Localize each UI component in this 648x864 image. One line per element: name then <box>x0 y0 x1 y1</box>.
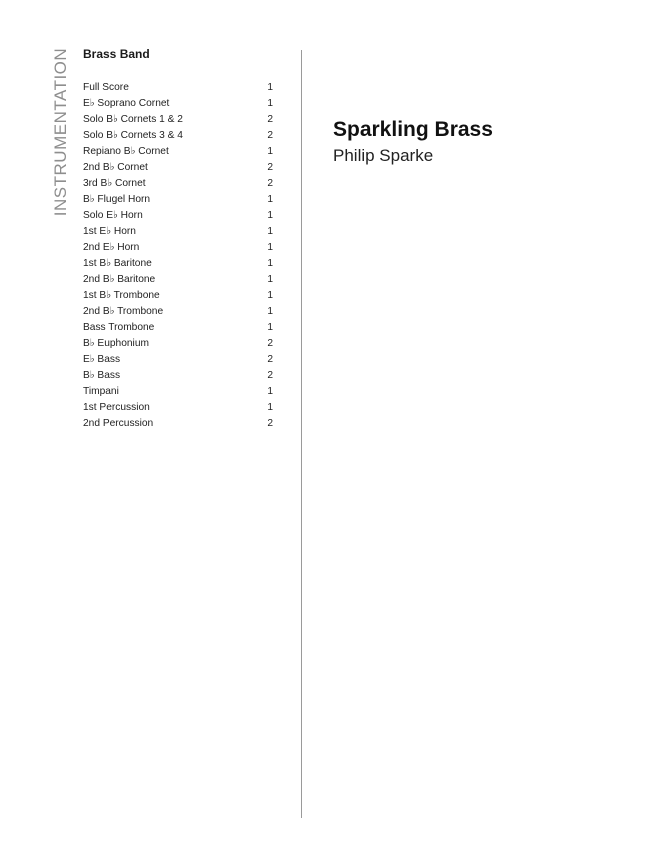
part-name: Solo E♭ Horn <box>83 210 143 221</box>
list-item <box>83 144 278 160</box>
list-item <box>83 400 278 416</box>
part-count: 2 <box>267 162 273 173</box>
part-count: 2 <box>267 354 273 365</box>
part-count: 2 <box>267 114 273 125</box>
part-name: Solo B♭ Cornets 3 & 4 <box>83 130 183 141</box>
list-item <box>83 128 278 144</box>
list-item <box>83 192 278 208</box>
part-name: 2nd B♭ Cornet <box>83 162 148 173</box>
vertical-divider <box>301 50 302 818</box>
part-count: 2 <box>267 418 273 429</box>
part-name: B♭ Euphonium <box>83 338 149 349</box>
part-count: 1 <box>267 210 273 221</box>
part-name: 1st E♭ Horn <box>83 226 136 237</box>
part-name: Timpani <box>83 386 119 397</box>
part-count: 2 <box>267 338 273 349</box>
part-name: Solo B♭ Cornets 1 & 2 <box>83 114 183 125</box>
list-item <box>83 208 278 224</box>
list-item <box>83 384 278 400</box>
part-name: E♭ Bass <box>83 354 121 365</box>
list-item <box>83 256 278 272</box>
part-count: 1 <box>267 386 273 397</box>
part-count: 1 <box>267 274 273 285</box>
part-count: 1 <box>267 82 273 93</box>
composer-name: Philip Sparke <box>333 146 434 165</box>
part-name: E♭ Soprano Cornet <box>83 98 170 109</box>
parts-list <box>83 80 278 432</box>
part-name: Full Score <box>83 82 129 93</box>
list-item <box>83 320 278 336</box>
section-heading: Brass Band <box>83 47 150 61</box>
part-name: B♭ Bass <box>83 370 121 381</box>
list-item <box>83 272 278 288</box>
part-count: 1 <box>267 322 273 333</box>
instrumentation-vertical-label: INSTRUMENTATION <box>51 47 70 217</box>
list-item <box>83 304 278 320</box>
part-count: 2 <box>267 130 273 141</box>
part-count: 1 <box>267 258 273 269</box>
part-name: 1st Percussion <box>83 402 150 413</box>
part-count: 1 <box>267 146 273 157</box>
list-item <box>83 160 278 176</box>
list-item <box>83 240 278 256</box>
list-item <box>83 112 278 128</box>
part-count: 1 <box>267 98 273 109</box>
part-count: 2 <box>267 370 273 381</box>
list-item <box>83 288 278 304</box>
part-name: B♭ Flugel Horn <box>83 194 151 205</box>
part-name: 2nd E♭ Horn <box>83 242 140 253</box>
part-name: Bass Trombone <box>83 322 155 333</box>
part-count: 1 <box>267 226 273 237</box>
part-count: 1 <box>267 290 273 301</box>
list-item <box>83 416 278 432</box>
part-name: 3rd B♭ Cornet <box>83 178 146 189</box>
part-name: Repiano B♭ Cornet <box>83 146 169 157</box>
part-name: 2nd B♭ Trombone <box>83 306 164 317</box>
part-name: 1st B♭ Trombone <box>83 290 160 301</box>
part-name: 1st B♭ Baritone <box>83 258 152 269</box>
list-item <box>83 96 278 112</box>
list-item <box>83 80 278 96</box>
work-title: Sparkling Brass <box>333 118 493 141</box>
part-name: 2nd B♭ Baritone <box>83 274 156 285</box>
part-count: 1 <box>267 306 273 317</box>
list-item <box>83 368 278 384</box>
part-count: 1 <box>267 402 273 413</box>
part-name: 2nd Percussion <box>83 418 154 429</box>
part-count: 2 <box>267 178 273 189</box>
list-item <box>83 176 278 192</box>
list-item <box>83 224 278 240</box>
list-item <box>83 336 278 352</box>
part-count: 1 <box>267 194 273 205</box>
part-count: 1 <box>267 242 273 253</box>
list-item <box>83 352 278 368</box>
